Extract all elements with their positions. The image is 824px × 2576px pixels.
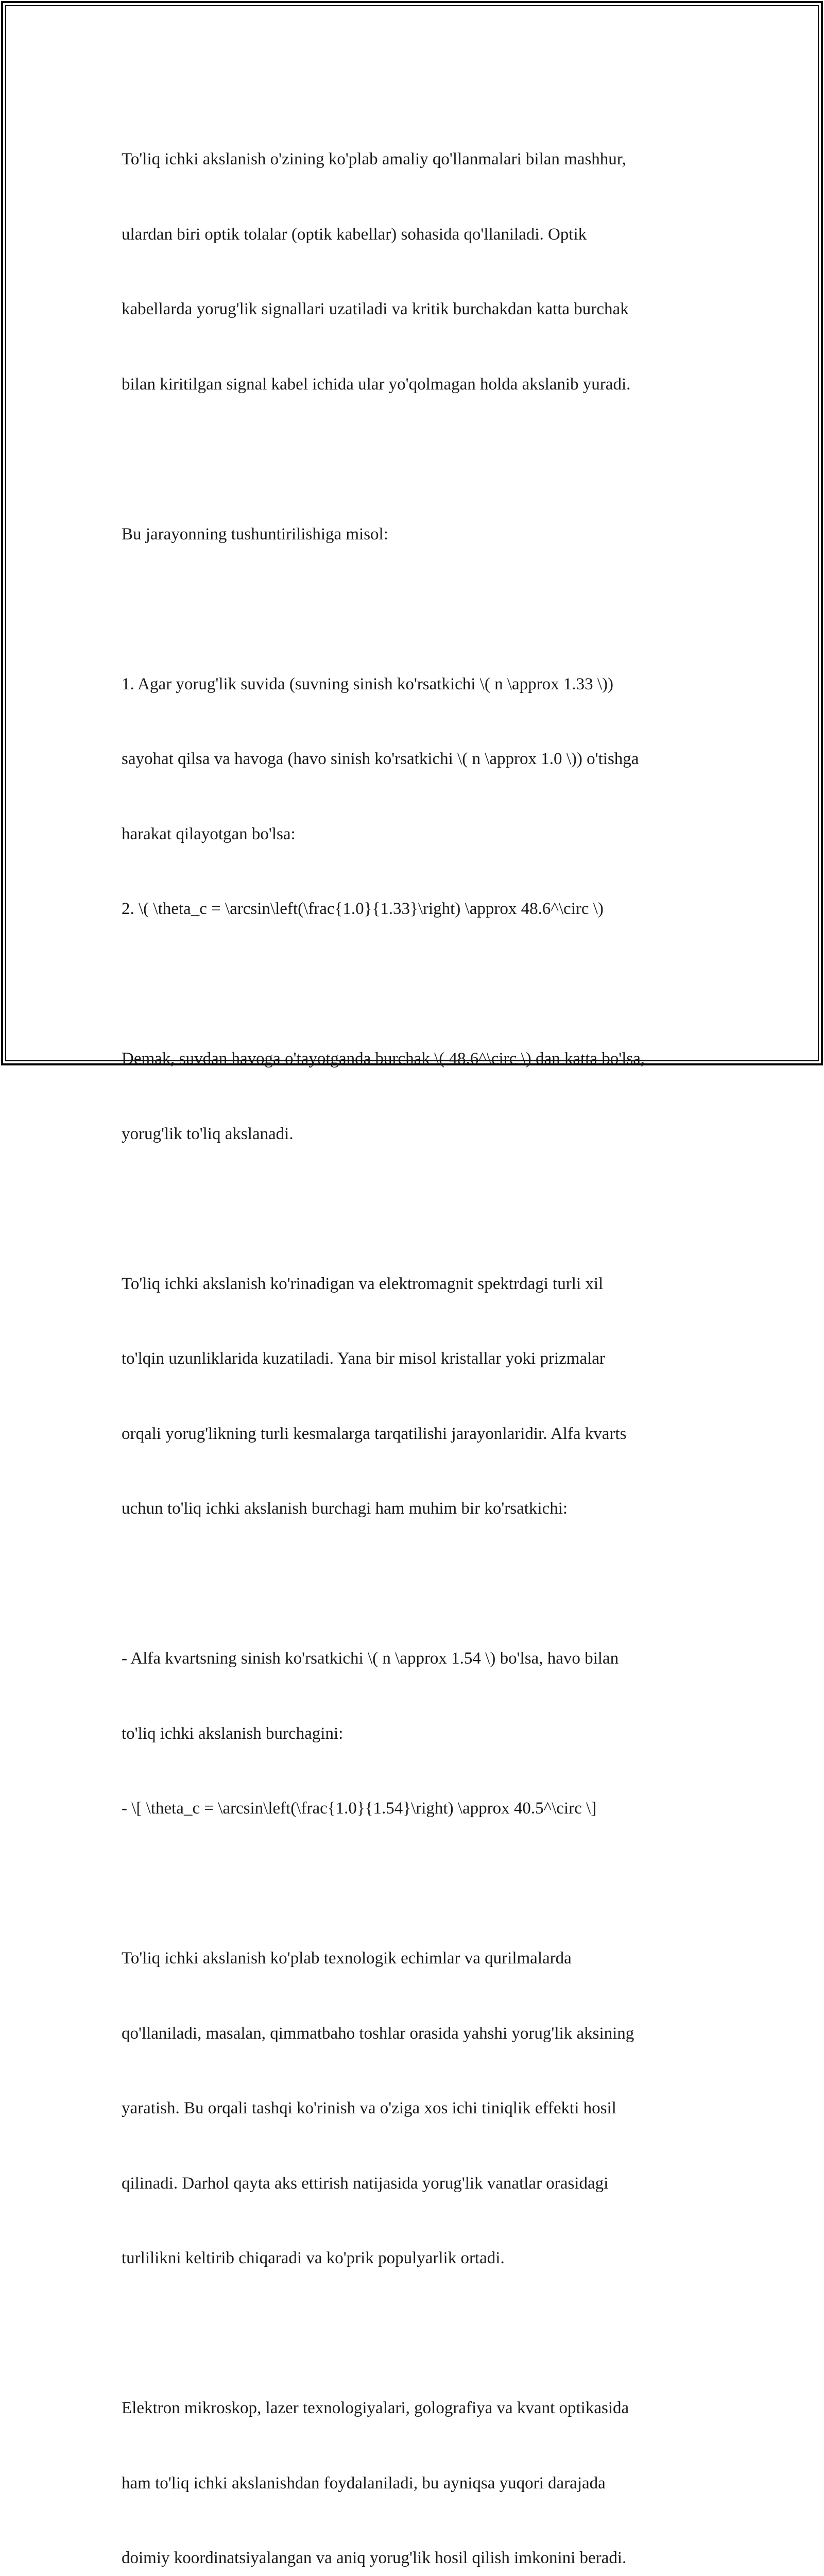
text-line: ulardan biri optik tolalar (optik kabellar) sohasida qo'llaniladi. Optik (122, 225, 587, 244)
text-line: Demak, suvdan havoga o'tayotganda burchak \( 48.6^\circ \) dan katta bo'lsa, (122, 1049, 645, 1068)
text-line: qo'llaniladi, masalan, qimmatbaho toshlar orasida yahshi yorug'lik aksining (122, 2024, 634, 2043)
paragraph-water-example (122, 622, 714, 972)
text-line: ham to'liq ichki akslanishdan foydalaniladi, bu ayniqsa yuqori darajada (122, 2473, 606, 2493)
text-line: turlilikni keltirib chiqaradi va ko'prik populyarlik ortadi. (122, 2249, 505, 2267)
text-line: harakat qilayotgan bo'lsa: (122, 824, 296, 843)
text-line: To'liq ichki akslanish ko'rinadigan va elektromagnit spektrdagi turli xil (122, 1274, 604, 1293)
paragraph-spectrum (122, 1222, 714, 1571)
text-line: uchun to'liq ichki akslanish burchagi ham muhim bir ko'rsatkichi: (122, 1499, 568, 1518)
paragraph-conclusion (122, 996, 714, 1196)
text-line: To'liq ichki akslanish ko'plab texnologik echimlar va qurilmalarda (122, 1949, 572, 1968)
text-line: yorug'lik to'liq akslanadi. (122, 1124, 294, 1143)
text-line: Bu jarayonning tushuntirilishiga misol: (122, 524, 388, 544)
paragraph-quartz-example (122, 1596, 714, 1871)
text-line: Elektron mikroskop, lazer texnologiyalari, golografiya va kvant optikasida (122, 2399, 629, 2417)
text-line: To'liq ichki akslanish o'zining ko'plab amaliy qo'llanmalari bilan mashhur, (122, 150, 626, 168)
paragraph-example-heading (122, 472, 714, 597)
text-line: yaratish. Bu orqali tashqi ko'rinish va o'ziga xos ichi tiniqlik effekti hosil (122, 2099, 616, 2117)
text-line: orqali yorug'likning turli kesmalarga tarqatilishi jarayonlaridir. Alfa kvarts (122, 1424, 627, 1443)
text-line: to'lqin uzunliklarida kuzatiladi. Yana bir misol kristallar yoki prizmalar (122, 1349, 605, 1368)
paragraph-technology (122, 1896, 714, 2321)
text-line: 1. Agar yorug'lik suvida (suvning sinish ko'rsatkichi \( n \approx 1.33 \)) (122, 674, 614, 693)
text-line: bilan kiritilgan signal kabel ichida ular yo'qolmagan holda akslanib yuradi. (122, 375, 631, 394)
text-line: qilinadi. Darhol qayta aks ettirish natijasida yorug'lik vanatlar orasidagi (122, 2174, 609, 2193)
text-line: 2. \( \theta_c = \arcsin\left(\frac{1.0}{1.33}\right) \approx 48.6^\circ \) (122, 900, 604, 918)
document-body (122, 97, 714, 2576)
text-line: - \[ \theta_c = \arcsin\left(\frac{1.0}{1.54}\right) \approx 40.5^\circ \] (122, 1799, 597, 1818)
paragraph-applications (122, 2346, 714, 2576)
text-line: doimiy koordinatsiyalangan va aniq yorug'lik hosil qilish imkonini beradi. (122, 2549, 627, 2567)
text-line: kabellarda yorug'lik signallari uzatiladi va kritik burchakdan katta burchak (122, 300, 629, 318)
text-line: sayohat qilsa va havoga (havo sinish ko'rsatkichi \( n \approx 1.0 \)) o'tishga (122, 750, 639, 768)
text-line: - Alfa kvartsning sinish ko'rsatkichi \( n \approx 1.54 \) bo'lsa, havo bilan (122, 1649, 619, 1668)
text-line: to'liq ichki akslanish burchagini: (122, 1724, 344, 1743)
paragraph-intro (122, 97, 714, 447)
